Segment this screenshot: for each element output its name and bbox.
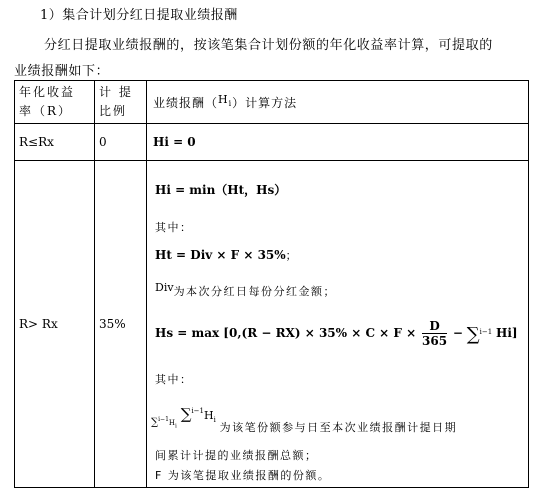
header-return-rate-line2: 率（R） <box>19 104 73 118</box>
row1-formula <box>147 124 529 161</box>
header-method-symbol: H <box>218 93 229 106</box>
formula-hs-right: Hi] <box>496 326 518 340</box>
row1-range: R≤Rx <box>15 124 95 161</box>
where-label-2: 其中： <box>155 373 193 386</box>
formula-ht: Ht = Div × F × 35% <box>155 248 286 262</box>
header-calc-method <box>147 81 529 124</box>
sum-symbol-small-icon: ∑i−1Hi <box>151 416 177 430</box>
f-definition: F 为该笔提取业绩报酬的份额。 <box>155 469 331 482</box>
sum-definition <box>151 405 457 435</box>
row2-rate: 35% <box>95 161 147 488</box>
formula-ht-line <box>155 247 297 263</box>
header-return-rate <box>15 81 95 124</box>
table-header-row <box>15 81 529 124</box>
formula-hs-left: Hs = max [0,(R − RX) × 35% × C × F × <box>155 326 417 340</box>
header-method-suffix: ）计算方法 <box>232 96 298 110</box>
header-accrual-ratio-line1: 计 提 <box>99 85 133 99</box>
formula-min: Hi = min（Ht，Hs） <box>155 183 287 197</box>
summation-icon: ∑$^{i-1}$ <box>466 324 493 345</box>
sum-description-line2: 间累计计提的业绩报酬总额； <box>155 449 318 462</box>
div-symbol: Div <box>155 281 174 294</box>
header-return-rate-line1: 年化收益 <box>19 85 76 99</box>
row1-formula-text: Hi = 0 <box>153 135 196 149</box>
row2-range: R> Rx <box>15 161 95 488</box>
formula-ht-tail: ； <box>285 249 297 262</box>
header-accrual-ratio <box>95 81 147 124</box>
formula-hs-line: Hs = max [0,(R − RX) × 35% × C × F × $\frac{D}{365}$ − ∑$^{i-1}$ Hi] <box>155 319 518 348</box>
where-label-1: 其中： <box>155 221 193 234</box>
fraction-numerator: D <box>422 319 447 334</box>
intro-paragraph-line2: 业绩报酬如下： <box>14 64 110 79</box>
fee-table <box>14 80 529 488</box>
header-method-prefix: 业绩报酬（ <box>153 96 219 110</box>
div-definition <box>155 281 336 299</box>
sum-symbol-large-icon: $\sum^{i-1}H_i$ <box>180 405 216 425</box>
intro-paragraph-line1: 分红日提取业绩报酬的，按该笔集合计划份额的年化收益率计算，可提取的 <box>44 38 493 53</box>
header-method-sub: i <box>228 99 233 108</box>
row1-rate: 0 <box>95 124 147 161</box>
formula-hs-fraction <box>422 319 447 348</box>
table-row <box>15 124 529 161</box>
row2-formula-cell <box>147 161 529 488</box>
fraction-denominator: 365 <box>422 334 448 348</box>
header-accrual-ratio-line2: 比例 <box>99 104 128 118</box>
sum-description: 为该笔份额参与日至本次业绩报酬计提日期 <box>219 421 458 434</box>
table-row <box>15 161 529 488</box>
section-heading: 1）集合计划分红日提取业绩报酬 <box>40 8 238 23</box>
div-description: 为本次分红日每份分红金额； <box>173 285 337 298</box>
